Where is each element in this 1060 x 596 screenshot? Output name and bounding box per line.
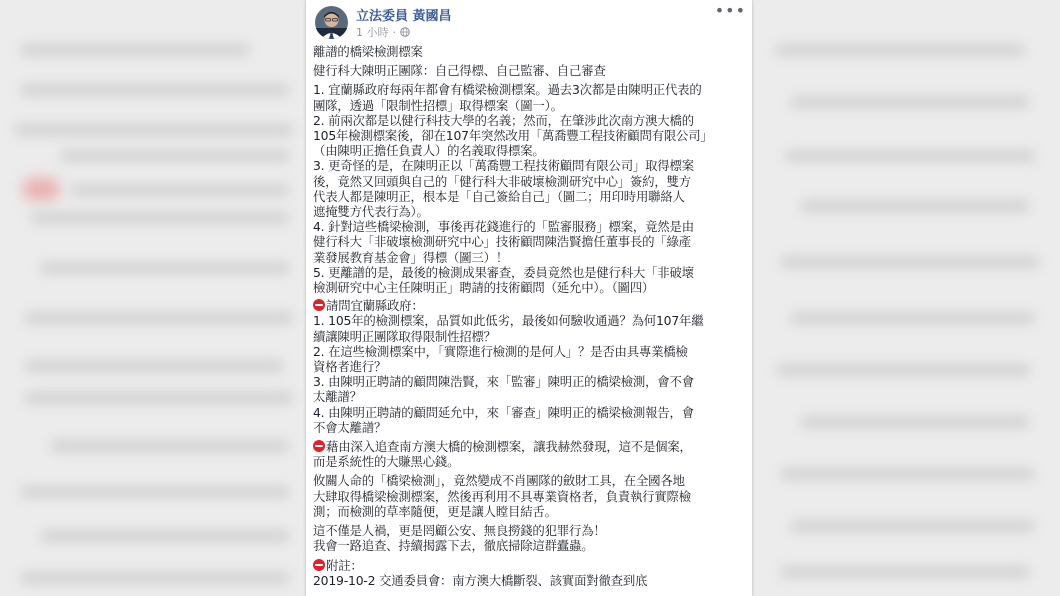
point-line: 遮掩雙方代表行為）。 xyxy=(313,204,429,220)
point-line: 檢測研究中心主任陳明正」聘請的技術顧問（延允中）。（圖四） xyxy=(313,280,655,296)
point-line: 團隊，透過「限制性招標」取得標案（圖一）。 xyxy=(313,97,563,113)
blurred-text xyxy=(60,150,290,162)
question-line: 1. 105年的檢測標案，品質如此低劣，最後如何驗收通過？為何107年繼 xyxy=(313,313,704,329)
closing-line: 我會一路追查、持續揭露下去，徹底掃除這群蠹蟲。 xyxy=(313,538,594,554)
blurred-text xyxy=(30,212,290,224)
blurred-text xyxy=(40,262,290,274)
point-line: 健行科大「非破壞檢測研究中心」技術顧問陳浩賢擔任董事長的「綠產 xyxy=(313,234,691,250)
point-line: 3. 更奇怪的是，在陳明正以「萬喬豐工程技術顧問有限公司」取得標案 xyxy=(313,158,694,174)
facebook-post xyxy=(306,0,752,596)
notes-section xyxy=(313,558,747,588)
closing-line: 這不僅是人禍，更是罔顧公安、無良撈錢的犯罪行為！ xyxy=(313,523,606,539)
more-options-icon[interactable]: ••• xyxy=(714,1,746,20)
point-line: （由陳明正擔任負責人）的名義取得標案。 xyxy=(313,143,545,159)
finding-text: 藉由深入追查南方澳大橋的檢測標案，讓我赫然發現，這不是個案， xyxy=(326,439,692,455)
blurred-text xyxy=(800,416,1030,428)
notes-heading-text: 附註： xyxy=(326,557,363,573)
point-line: 後，竟然又回頭與自己的「健行科大非破壞檢測研究中心」簽約，雙方 xyxy=(313,173,691,189)
notes-heading xyxy=(313,558,747,573)
blurred-text xyxy=(70,184,290,196)
blurred-text xyxy=(780,468,1035,480)
finding-line: 而是系統性的大賺黑心錢。 xyxy=(313,454,460,470)
paragraph-line: 攸關人命的「橋梁檢測」，竟然變成不肖團隊的斂財工具，在全國各地 xyxy=(313,473,685,489)
post-timestamp[interactable]: 1 小時 xyxy=(356,26,389,39)
blurred-text xyxy=(790,96,1030,108)
post-body xyxy=(313,44,747,588)
point-line: 代表人都是陳明正，根本是「自己簽給自己」（圖二；用印時用聯絡人 xyxy=(313,188,685,204)
blurred-text xyxy=(20,572,290,584)
meta-separator: · xyxy=(392,25,396,39)
blurred-text xyxy=(780,256,1040,268)
author-avatar[interactable] xyxy=(315,6,348,39)
blurred-text xyxy=(776,364,1031,376)
questions-heading xyxy=(313,298,747,313)
paragraph-line: 大肆取得橋梁檢測標案，然後再利用不具專業資格者，負責執行實際檢 xyxy=(313,488,691,504)
avatar-image xyxy=(315,6,348,39)
blurred-text xyxy=(40,530,290,542)
blurred-text xyxy=(785,150,1035,162)
questions-heading-text: 請問宜蘭縣政府： xyxy=(326,298,424,314)
blurred-text xyxy=(20,44,250,56)
point-line: 5. 更離譜的是，最後的檢測成果審查，委員竟然也是健行科大「非破壞 xyxy=(313,264,694,280)
question-line: 太離譜？ xyxy=(313,389,362,405)
blurred-text xyxy=(800,200,1030,212)
closing-section xyxy=(313,523,747,553)
question-line: 續讓陳明正團隊取得限制性招標？ xyxy=(313,328,496,344)
post-subtitle: 健行科大陳明正團隊：自己得標、自己監審、自己審查 xyxy=(313,63,606,79)
blurred-text xyxy=(24,392,294,404)
no-entry-icon xyxy=(313,559,325,571)
point-line: 105年檢測標案後，卻在107年突然改用「萬喬豐工程技術顧問有限公司」 xyxy=(313,128,713,144)
blurred-text xyxy=(790,312,1035,324)
finding-section xyxy=(313,439,747,469)
point-line: 業發展教育基金會」得標（圖三）！ xyxy=(313,249,509,265)
blurred-text xyxy=(780,566,1030,578)
blurred-text xyxy=(50,440,290,452)
paragraph-section xyxy=(313,473,747,519)
blurred-text xyxy=(20,486,290,498)
post-meta xyxy=(356,24,410,40)
questions-section xyxy=(313,298,747,435)
post-title: 離譜的橋梁檢測標案 xyxy=(313,44,423,59)
question-line: 資格者進行？ xyxy=(313,359,387,375)
blurred-text xyxy=(20,84,290,96)
points-list xyxy=(313,82,747,295)
finding-line xyxy=(313,439,747,454)
note-line: 2019-10-2 交通委員會：南方澳大橋斷裂、該實面對徹查到底 xyxy=(313,572,648,588)
author-name-link[interactable]: 立法委員 黃國昌 xyxy=(356,9,452,24)
paragraph-line: 測；而檢測的草率隨便，更是讓人瞠目結舌。 xyxy=(313,503,557,519)
no-entry-icon xyxy=(313,299,325,311)
globe-icon xyxy=(400,27,410,37)
point-line: 2. 前兩次都是以健行科技大學的名義；然而，在肇涉此次南方澳大橋的 xyxy=(313,112,694,128)
blurred-icon xyxy=(22,178,60,200)
question-line: 4. 由陳明正聘請的顧問延允中，來「審查」陳明正的橋梁檢測報告，會 xyxy=(313,404,694,420)
blurred-text xyxy=(790,520,1035,532)
blurred-text xyxy=(14,124,294,136)
blurred-text xyxy=(24,360,284,372)
point-line: 1. 宜蘭縣政府每兩年都會有橋梁檢測標案。過去3次都是由陳明正代表的 xyxy=(313,82,702,98)
point-line: 4. 針對這些橋梁檢測，事後再花錢進行的「監審服務」標案，竟然是由 xyxy=(313,219,694,235)
no-entry-icon xyxy=(313,440,325,452)
blurred-text xyxy=(775,44,1025,56)
question-line: 3. 由陳明正聘請的顧問陳浩賢，來「監審」陳明正的橋梁檢測，會不會 xyxy=(313,374,694,390)
blurred-text xyxy=(24,312,294,324)
post-header xyxy=(306,0,752,44)
question-line: 不會太離譜？ xyxy=(313,419,387,435)
question-line: 2. 在這些檢測標案中，「實際進行檢測的是何人」？是否由具專業橋檢 xyxy=(313,343,688,359)
